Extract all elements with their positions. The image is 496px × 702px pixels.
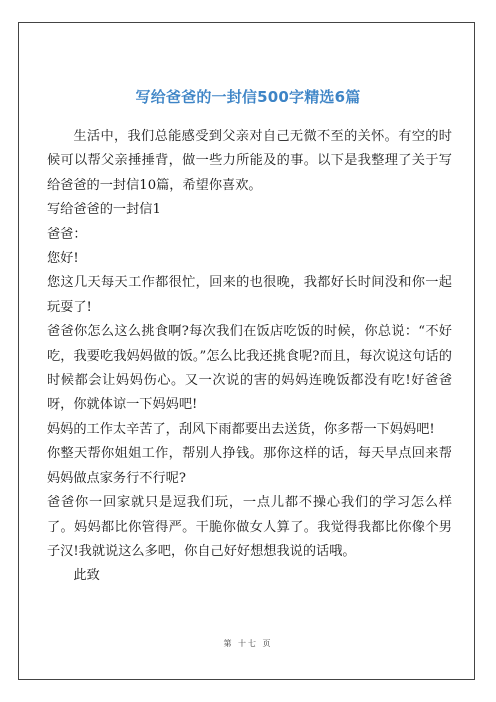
closing: 此致	[73, 568, 100, 584]
greeting: 您好!	[47, 251, 79, 267]
paragraph: 妈妈的工作太辛苦了，刮风下雨都要出去送货，你多帮一下妈妈吧!	[47, 421, 435, 437]
document-body	[47, 125, 452, 589]
paragraph: 爸爸你怎么这么挑食啊?每次我们在饭店吃饭的时候，你总说：“不好吃，我要吃我妈妈做的饭。”怎么比我还挑食呢?而且，每次说这句话的时候都会让妈妈伤心。又一次说的害的妈妈连晚饭都没有吃!好爸爸呀，你就体谅一下妈妈吧!	[47, 324, 452, 413]
salutation: 爸爸：	[47, 226, 87, 242]
page-number: 第 十七 页	[223, 639, 273, 648]
section-heading: 写给爸爸的一封信1	[47, 202, 161, 218]
paragraph: 生活中，我们总能感受到父亲对自己无微不至的关怀。有空的时候可以帮父亲捶捶背，做一些力所能及的事。以下是我整理了关于写给爸爸的一封信10篇，希望你喜欢。	[47, 129, 452, 193]
paragraph: 你整天帮你姐姐工作，帮别人挣钱。那你这样的话，每天早点回来帮妈妈做点家务行不行呢?	[47, 446, 452, 486]
document-title: 写给爸爸的一封信500字精选6篇	[135, 88, 361, 106]
paragraph: 爸爸你一回家就只是逗我们玩，一点儿都不操心我们的学习怎么样了。妈妈都比你管得严。干脆你做女人算了。我觉得我都比你像个男子汉!我就说这么多吧，你自己好好想想我说的话哦。	[47, 495, 452, 559]
paragraph: 您这几天每天工作都很忙，回来的也很晚，我都好长时间没和你一起玩耍了!	[47, 275, 452, 315]
